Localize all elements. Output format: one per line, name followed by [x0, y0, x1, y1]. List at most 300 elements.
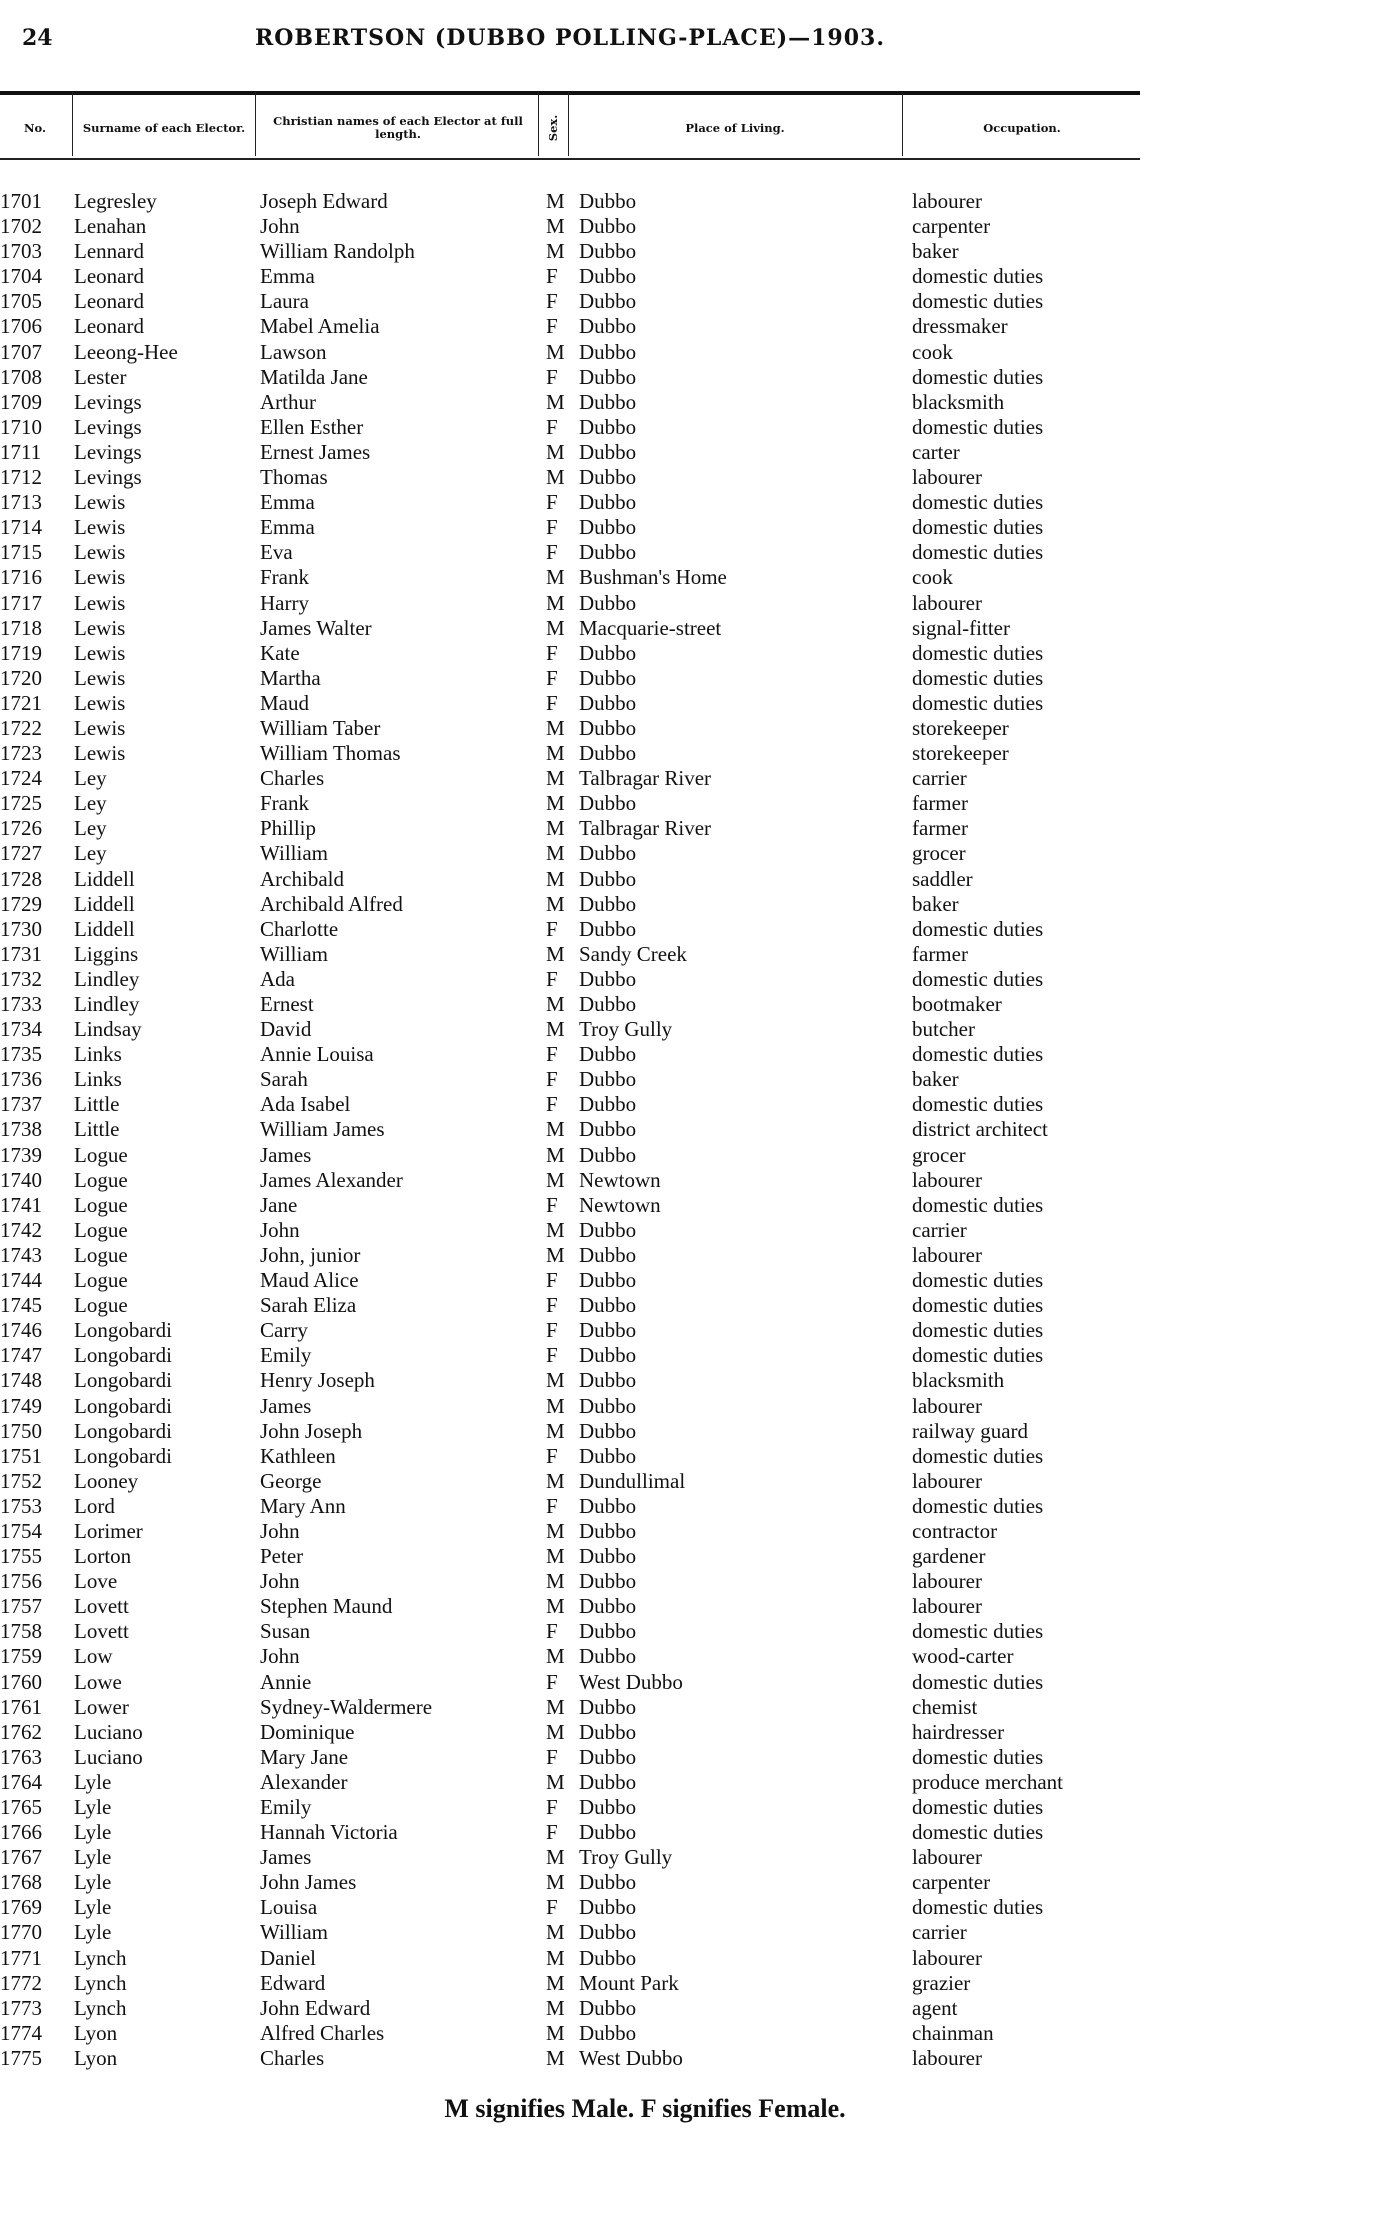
table-row — [0, 1067, 1140, 1092]
elector-number: 1733 — [0, 992, 42, 1016]
elector-number: 1769 — [0, 1895, 42, 1920]
elector-number: 1710 — [0, 414, 42, 439]
elector-surname: Lindsay — [74, 1017, 142, 1042]
elector-number: 1737 — [0, 1092, 42, 1117]
elector-number: 1752 — [0, 1468, 42, 1493]
table-row — [0, 1745, 1140, 1770]
elector-surname: Longobardi — [74, 1443, 172, 1468]
table-row — [0, 465, 1140, 490]
elector-occupation: gardener — [912, 1544, 986, 1569]
table-row — [0, 289, 1140, 314]
column-header-place: Place of Living. — [685, 120, 785, 135]
elector-place-of-living: Dubbo — [579, 414, 637, 439]
elector-christian-names: James — [260, 1393, 312, 1418]
elector-sex: M — [546, 766, 565, 791]
elector-number: 1718 — [0, 615, 42, 640]
elector-place-of-living: Dubbo — [579, 1293, 637, 1318]
elector-surname: Logue — [74, 1293, 128, 1318]
elector-surname: Lyle — [74, 1920, 112, 1945]
elector-sex: M — [546, 565, 565, 590]
elector-number: 1760 — [0, 1669, 42, 1694]
elector-surname: Lewis — [74, 741, 126, 766]
table-row — [0, 1820, 1140, 1845]
elector-surname: Logue — [74, 1268, 128, 1293]
elector-christian-names: David — [260, 1017, 312, 1042]
elector-sex: M — [546, 2045, 565, 2070]
elector-occupation: domestic duties — [912, 490, 1044, 515]
elector-sex: M — [546, 1393, 565, 1418]
elector-place-of-living: Dubbo — [579, 389, 637, 414]
elector-number: 1708 — [0, 364, 42, 389]
elector-place-of-living: Dubbo — [579, 1067, 637, 1092]
table-row — [0, 1544, 1140, 1569]
elector-surname: Ley — [74, 841, 107, 866]
elector-sex: M — [546, 791, 565, 816]
elector-christian-names: William — [260, 941, 328, 966]
elector-christian-names: Ernest James — [260, 439, 371, 464]
elector-number: 1740 — [0, 1167, 42, 1192]
header-rule-top — [0, 91, 1140, 95]
elector-sex: F — [546, 690, 558, 715]
elector-sex: M — [546, 439, 565, 464]
elector-place-of-living: Dubbo — [579, 1443, 637, 1468]
elector-occupation: cook — [912, 339, 953, 364]
table-row — [0, 1444, 1140, 1469]
elector-number: 1750 — [0, 1418, 42, 1443]
elector-number: 1729 — [0, 891, 42, 916]
column-divider — [72, 92, 73, 156]
elector-sex: F — [546, 1293, 558, 1318]
elector-place-of-living: Dubbo — [579, 1544, 637, 1569]
table-row — [0, 1243, 1140, 1268]
table-row — [0, 1092, 1140, 1117]
elector-place-of-living: Dubbo — [579, 1343, 637, 1368]
table-row — [0, 1017, 1140, 1042]
elector-sex: F — [546, 1744, 558, 1769]
elector-place-of-living: Dubbo — [579, 1694, 637, 1719]
elector-place-of-living: Dubbo — [579, 289, 637, 314]
elector-christian-names: Henry Joseph — [260, 1368, 375, 1393]
elector-surname: Little — [74, 1092, 120, 1117]
elector-number: 1738 — [0, 1117, 42, 1142]
elector-surname: Love — [74, 1569, 118, 1594]
elector-surname: Lorton — [74, 1544, 132, 1569]
page-number: 24 — [22, 25, 53, 51]
elector-occupation: domestic duties — [912, 1669, 1044, 1694]
elector-surname: Levings — [74, 389, 142, 414]
elector-number: 1765 — [0, 1795, 42, 1819]
table-row — [0, 565, 1140, 590]
elector-surname: Liddell — [74, 866, 135, 891]
elector-place-of-living: Dubbo — [579, 239, 637, 264]
elector-surname: Logue — [74, 1217, 128, 1242]
elector-number: 1757 — [0, 1594, 42, 1619]
column-header-no: No. — [24, 120, 46, 135]
elector-sex: M — [546, 1544, 565, 1569]
table-row — [0, 1519, 1140, 1544]
elector-christian-names: Frank — [260, 565, 309, 590]
elector-christian-names: Jane — [260, 1192, 298, 1217]
elector-occupation: saddler — [912, 866, 973, 891]
elector-sex: M — [546, 1242, 565, 1267]
elector-surname: Ley — [74, 816, 107, 841]
elector-christian-names: Lawson — [260, 339, 327, 364]
elector-place-of-living: Dubbo — [579, 992, 637, 1016]
elector-surname: Levings — [74, 465, 142, 490]
elector-occupation: hairdresser — [912, 1719, 1005, 1744]
elector-surname: Looney — [74, 1468, 139, 1493]
elector-christian-names: James Walter — [260, 615, 372, 640]
elector-christian-names: Phillip — [260, 816, 317, 841]
elector-number: 1766 — [0, 1820, 42, 1845]
elector-number: 1726 — [0, 816, 42, 841]
elector-christian-names: Daniel — [260, 1945, 316, 1970]
elector-number: 1709 — [0, 389, 42, 414]
elector-occupation: blacksmith — [912, 389, 1005, 414]
elector-surname: Lewis — [74, 665, 126, 690]
elector-christian-names: Charlotte — [260, 916, 339, 941]
elector-sex: F — [546, 1318, 558, 1343]
elector-sex: M — [546, 741, 565, 766]
elector-sex: F — [546, 540, 558, 565]
elector-number: 1728 — [0, 866, 42, 891]
elector-christian-names: Alfred Charles — [260, 2020, 385, 2045]
elector-sex: F — [546, 414, 558, 439]
elector-surname: Lewis — [74, 715, 126, 740]
elector-place-of-living: Dubbo — [579, 2020, 637, 2045]
elector-place-of-living: Dubbo — [579, 1117, 637, 1142]
elector-place-of-living: Dubbo — [579, 1268, 637, 1293]
elector-surname: Logue — [74, 1242, 128, 1267]
elector-occupation: labourer — [912, 1594, 982, 1619]
table-row — [0, 1946, 1140, 1971]
elector-sex: M — [546, 1468, 565, 1493]
elector-number: 1734 — [0, 1017, 42, 1042]
column-divider — [255, 92, 256, 156]
column-header-surname: Surname of each Elector. — [82, 120, 246, 135]
elector-christian-names: Emma — [260, 264, 315, 289]
table-row — [0, 816, 1140, 841]
elector-surname: Leonard — [74, 289, 144, 314]
elector-place-of-living: Dubbo — [579, 189, 637, 213]
elector-surname: Liddell — [74, 891, 135, 916]
elector-surname: Luciano — [74, 1744, 143, 1769]
sex-legend: M signifies Male. F signifies Female. — [444, 2094, 846, 2123]
elector-sex: M — [546, 590, 565, 615]
elector-number: 1772 — [0, 1970, 42, 1995]
elector-sex: M — [546, 941, 565, 966]
elector-occupation: domestic duties — [912, 1443, 1044, 1468]
elector-surname: Lindley — [74, 966, 140, 991]
elector-occupation: domestic duties — [912, 1820, 1044, 1845]
elector-christian-names: William James — [260, 1117, 385, 1142]
elector-christian-names: Edward — [260, 1970, 326, 1995]
elector-surname: Little — [74, 1117, 120, 1142]
elector-surname: Lewis — [74, 565, 126, 590]
elector-sex: F — [546, 364, 558, 389]
elector-sex: M — [546, 1870, 565, 1895]
elector-occupation: storekeeper — [912, 715, 1009, 740]
table-row — [0, 1193, 1140, 1218]
elector-number: 1744 — [0, 1268, 42, 1293]
elector-place-of-living: Dubbo — [579, 1418, 637, 1443]
elector-place-of-living: Dubbo — [579, 1493, 637, 1518]
elector-number: 1703 — [0, 239, 42, 264]
table-row — [0, 1845, 1140, 1870]
elector-number: 1770 — [0, 1920, 42, 1945]
elector-place-of-living: Troy Gully — [579, 1845, 673, 1870]
elector-sex: M — [546, 1970, 565, 1995]
elector-number: 1727 — [0, 841, 42, 866]
elector-place-of-living: Troy Gully — [579, 1017, 673, 1042]
elector-surname: Logue — [74, 1142, 128, 1167]
elector-occupation: storekeeper — [912, 741, 1009, 766]
elector-christian-names: Emily — [260, 1795, 312, 1819]
elector-surname: Logue — [74, 1192, 128, 1217]
elector-surname: Ley — [74, 791, 107, 816]
elector-number: 1735 — [0, 1042, 42, 1067]
table-row — [0, 641, 1140, 666]
elector-surname: Lennard — [74, 239, 144, 264]
elector-surname: Longobardi — [74, 1368, 172, 1393]
elector-occupation: domestic duties — [912, 1895, 1044, 1920]
table-row — [0, 591, 1140, 616]
elector-number: 1742 — [0, 1217, 42, 1242]
elector-occupation: dressmaker — [912, 314, 1008, 339]
elector-christian-names: William Randolph — [260, 239, 415, 264]
elector-surname: Legresley — [74, 189, 157, 213]
elector-christian-names: Eva — [260, 540, 293, 565]
table-row — [0, 1971, 1140, 1996]
elector-occupation: carrier — [912, 1920, 967, 1945]
elector-christian-names: John — [260, 1644, 300, 1669]
elector-occupation: domestic duties — [912, 640, 1044, 665]
elector-place-of-living: Dubbo — [579, 866, 637, 891]
elector-place-of-living: Dubbo — [579, 214, 637, 239]
elector-place-of-living: Dubbo — [579, 690, 637, 715]
elector-surname: Lynch — [74, 1970, 127, 1995]
elector-place-of-living: Dubbo — [579, 1995, 637, 2020]
table-row — [0, 716, 1140, 741]
elector-sex: F — [546, 665, 558, 690]
elector-surname: Lewis — [74, 515, 126, 540]
elector-surname: Links — [74, 1042, 122, 1067]
elector-occupation: baker — [912, 891, 959, 916]
elector-place-of-living: Dubbo — [579, 791, 637, 816]
elector-place-of-living: Macquarie-street — [579, 615, 722, 640]
elector-christian-names: Mary Jane — [260, 1744, 349, 1769]
elector-place-of-living: Dubbo — [579, 1820, 637, 1845]
elector-sex: M — [546, 1569, 565, 1594]
elector-sex: M — [546, 615, 565, 640]
elector-occupation: domestic duties — [912, 1192, 1044, 1217]
table-row — [0, 214, 1140, 239]
elector-occupation: cook — [912, 565, 953, 590]
elector-surname: Longobardi — [74, 1418, 172, 1443]
elector-sex: F — [546, 1619, 558, 1644]
elector-occupation: domestic duties — [912, 1619, 1044, 1644]
elector-christian-names: John Joseph — [260, 1418, 363, 1443]
elector-surname: Logue — [74, 1167, 128, 1192]
elector-sex: M — [546, 1217, 565, 1242]
elector-christian-names: Dominique — [260, 1719, 355, 1744]
elector-surname: Lynch — [74, 1995, 127, 2020]
elector-occupation: domestic duties — [912, 966, 1044, 991]
table-row — [0, 1795, 1140, 1820]
elector-christian-names: Emma — [260, 515, 315, 540]
elector-place-of-living: Dubbo — [579, 465, 637, 490]
elector-occupation: butcher — [912, 1017, 975, 1042]
elector-occupation: farmer — [912, 941, 968, 966]
elector-surname: Longobardi — [74, 1393, 172, 1418]
elector-occupation: chemist — [912, 1694, 978, 1719]
elector-christian-names: Mabel Amelia — [260, 314, 380, 339]
table-row — [0, 1394, 1140, 1419]
elector-place-of-living: Dubbo — [579, 1569, 637, 1594]
elector-number: 1707 — [0, 339, 42, 364]
elector-occupation: carrier — [912, 1217, 967, 1242]
elector-place-of-living: Dubbo — [579, 715, 637, 740]
elector-occupation: labourer — [912, 1468, 982, 1493]
elector-place-of-living: Talbragar River — [579, 766, 712, 791]
elector-place-of-living: Dubbo — [579, 264, 637, 289]
table-row — [0, 1218, 1140, 1243]
table-row — [0, 189, 1140, 214]
elector-occupation: grocer — [912, 1142, 966, 1167]
elector-number: 1761 — [0, 1694, 42, 1719]
elector-christian-names: Ada — [260, 966, 295, 991]
elector-sex: F — [546, 1343, 558, 1368]
elector-christian-names: Susan — [260, 1619, 311, 1644]
table-row — [0, 791, 1140, 816]
elector-number: 1702 — [0, 214, 42, 239]
elector-surname: Luciano — [74, 1719, 143, 1744]
elector-occupation: labourer — [912, 189, 982, 213]
elector-occupation: domestic duties — [912, 1092, 1044, 1117]
table-row — [0, 1042, 1140, 1067]
elector-sex: M — [546, 1845, 565, 1870]
table-row — [0, 1117, 1140, 1142]
elector-occupation: domestic duties — [912, 1493, 1044, 1518]
elector-christian-names: Emily — [260, 1343, 312, 1368]
table-row — [0, 340, 1140, 365]
table-row — [0, 1143, 1140, 1168]
elector-place-of-living: Dubbo — [579, 1217, 637, 1242]
elector-sex: M — [546, 1769, 565, 1794]
elector-number: 1730 — [0, 916, 42, 941]
elector-sex: F — [546, 1092, 558, 1117]
table-row — [0, 2021, 1140, 2046]
table-row — [0, 616, 1140, 641]
elector-christian-names: Ellen Esther — [260, 414, 364, 439]
table-row — [0, 1619, 1140, 1644]
elector-christian-names: John, junior — [260, 1242, 361, 1267]
elector-occupation: domestic duties — [912, 1795, 1044, 1819]
table-row — [0, 1343, 1140, 1368]
elector-number: 1723 — [0, 741, 42, 766]
elector-place-of-living: Dubbo — [579, 891, 637, 916]
elector-christian-names: William Thomas — [260, 741, 401, 766]
elector-occupation: labourer — [912, 590, 982, 615]
elector-surname: Liggins — [74, 941, 139, 966]
elector-sex: M — [546, 1594, 565, 1619]
elector-number: 1739 — [0, 1142, 42, 1167]
elector-number: 1748 — [0, 1368, 42, 1393]
table-row — [0, 415, 1140, 440]
elector-sex: M — [546, 1920, 565, 1945]
elector-place-of-living: Dubbo — [579, 339, 637, 364]
elector-place-of-living: Dubbo — [579, 1368, 637, 1393]
elector-number: 1753 — [0, 1493, 42, 1518]
table-row — [0, 666, 1140, 691]
table-row — [0, 992, 1140, 1017]
elector-sex: M — [546, 1368, 565, 1393]
elector-christian-names: Sarah — [260, 1067, 308, 1092]
elector-occupation: blacksmith — [912, 1368, 1005, 1393]
elector-place-of-living: Dubbo — [579, 1518, 637, 1543]
elector-sex: M — [546, 816, 565, 841]
table-row — [0, 1419, 1140, 1444]
table-row — [0, 942, 1140, 967]
elector-number: 1711 — [0, 439, 42, 464]
elector-number: 1746 — [0, 1318, 42, 1343]
elector-christian-names: Alexander — [260, 1769, 348, 1794]
elector-sex: M — [546, 214, 565, 239]
elector-christian-names: John — [260, 1217, 300, 1242]
elector-occupation: grocer — [912, 841, 966, 866]
elector-christian-names: Harry — [260, 590, 309, 615]
elector-christian-names: Arthur — [260, 389, 316, 414]
elector-number: 1743 — [0, 1242, 42, 1267]
elector-sex: F — [546, 916, 558, 941]
elector-occupation: domestic duties — [912, 1268, 1044, 1293]
elector-place-of-living: Dundullimal — [579, 1468, 686, 1493]
elector-surname: Lewis — [74, 590, 126, 615]
elector-place-of-living: Dubbo — [579, 540, 637, 565]
elector-place-of-living: Dubbo — [579, 741, 637, 766]
elector-surname: Lyle — [74, 1845, 112, 1870]
elector-place-of-living: Talbragar River — [579, 816, 712, 841]
table-row — [0, 264, 1140, 289]
elector-surname: Low — [74, 1644, 113, 1669]
table-row — [0, 540, 1140, 565]
table-row — [0, 1720, 1140, 1745]
elector-place-of-living: Bushman's Home — [579, 565, 727, 590]
elector-sex: F — [546, 289, 558, 314]
elector-surname: Leeong-Hee — [74, 339, 178, 364]
elector-sex: F — [546, 1895, 558, 1920]
elector-christian-names: Maud Alice — [260, 1268, 359, 1293]
elector-number: 1722 — [0, 715, 42, 740]
elector-christian-names: Sarah Eliza — [260, 1293, 357, 1318]
elector-occupation: labourer — [912, 1945, 982, 1970]
elector-christian-names: Archibald Alfred — [260, 891, 403, 916]
elector-christian-names: Ada Isabel — [260, 1092, 351, 1117]
table-row — [0, 1670, 1140, 1695]
table-row — [0, 741, 1140, 766]
elector-surname: Levings — [74, 414, 142, 439]
table-row — [0, 1770, 1140, 1795]
table-row — [0, 1920, 1140, 1945]
column-header-christian: Christian names of each Elector at full length. — [273, 114, 523, 141]
elector-place-of-living: Dubbo — [579, 1393, 637, 1418]
elector-sex: M — [546, 715, 565, 740]
elector-occupation: domestic duties — [912, 916, 1044, 941]
table-row — [0, 1268, 1140, 1293]
elector-surname: Lyle — [74, 1895, 112, 1920]
elector-surname: Ley — [74, 766, 107, 791]
elector-occupation: domestic duties — [912, 1343, 1044, 1368]
